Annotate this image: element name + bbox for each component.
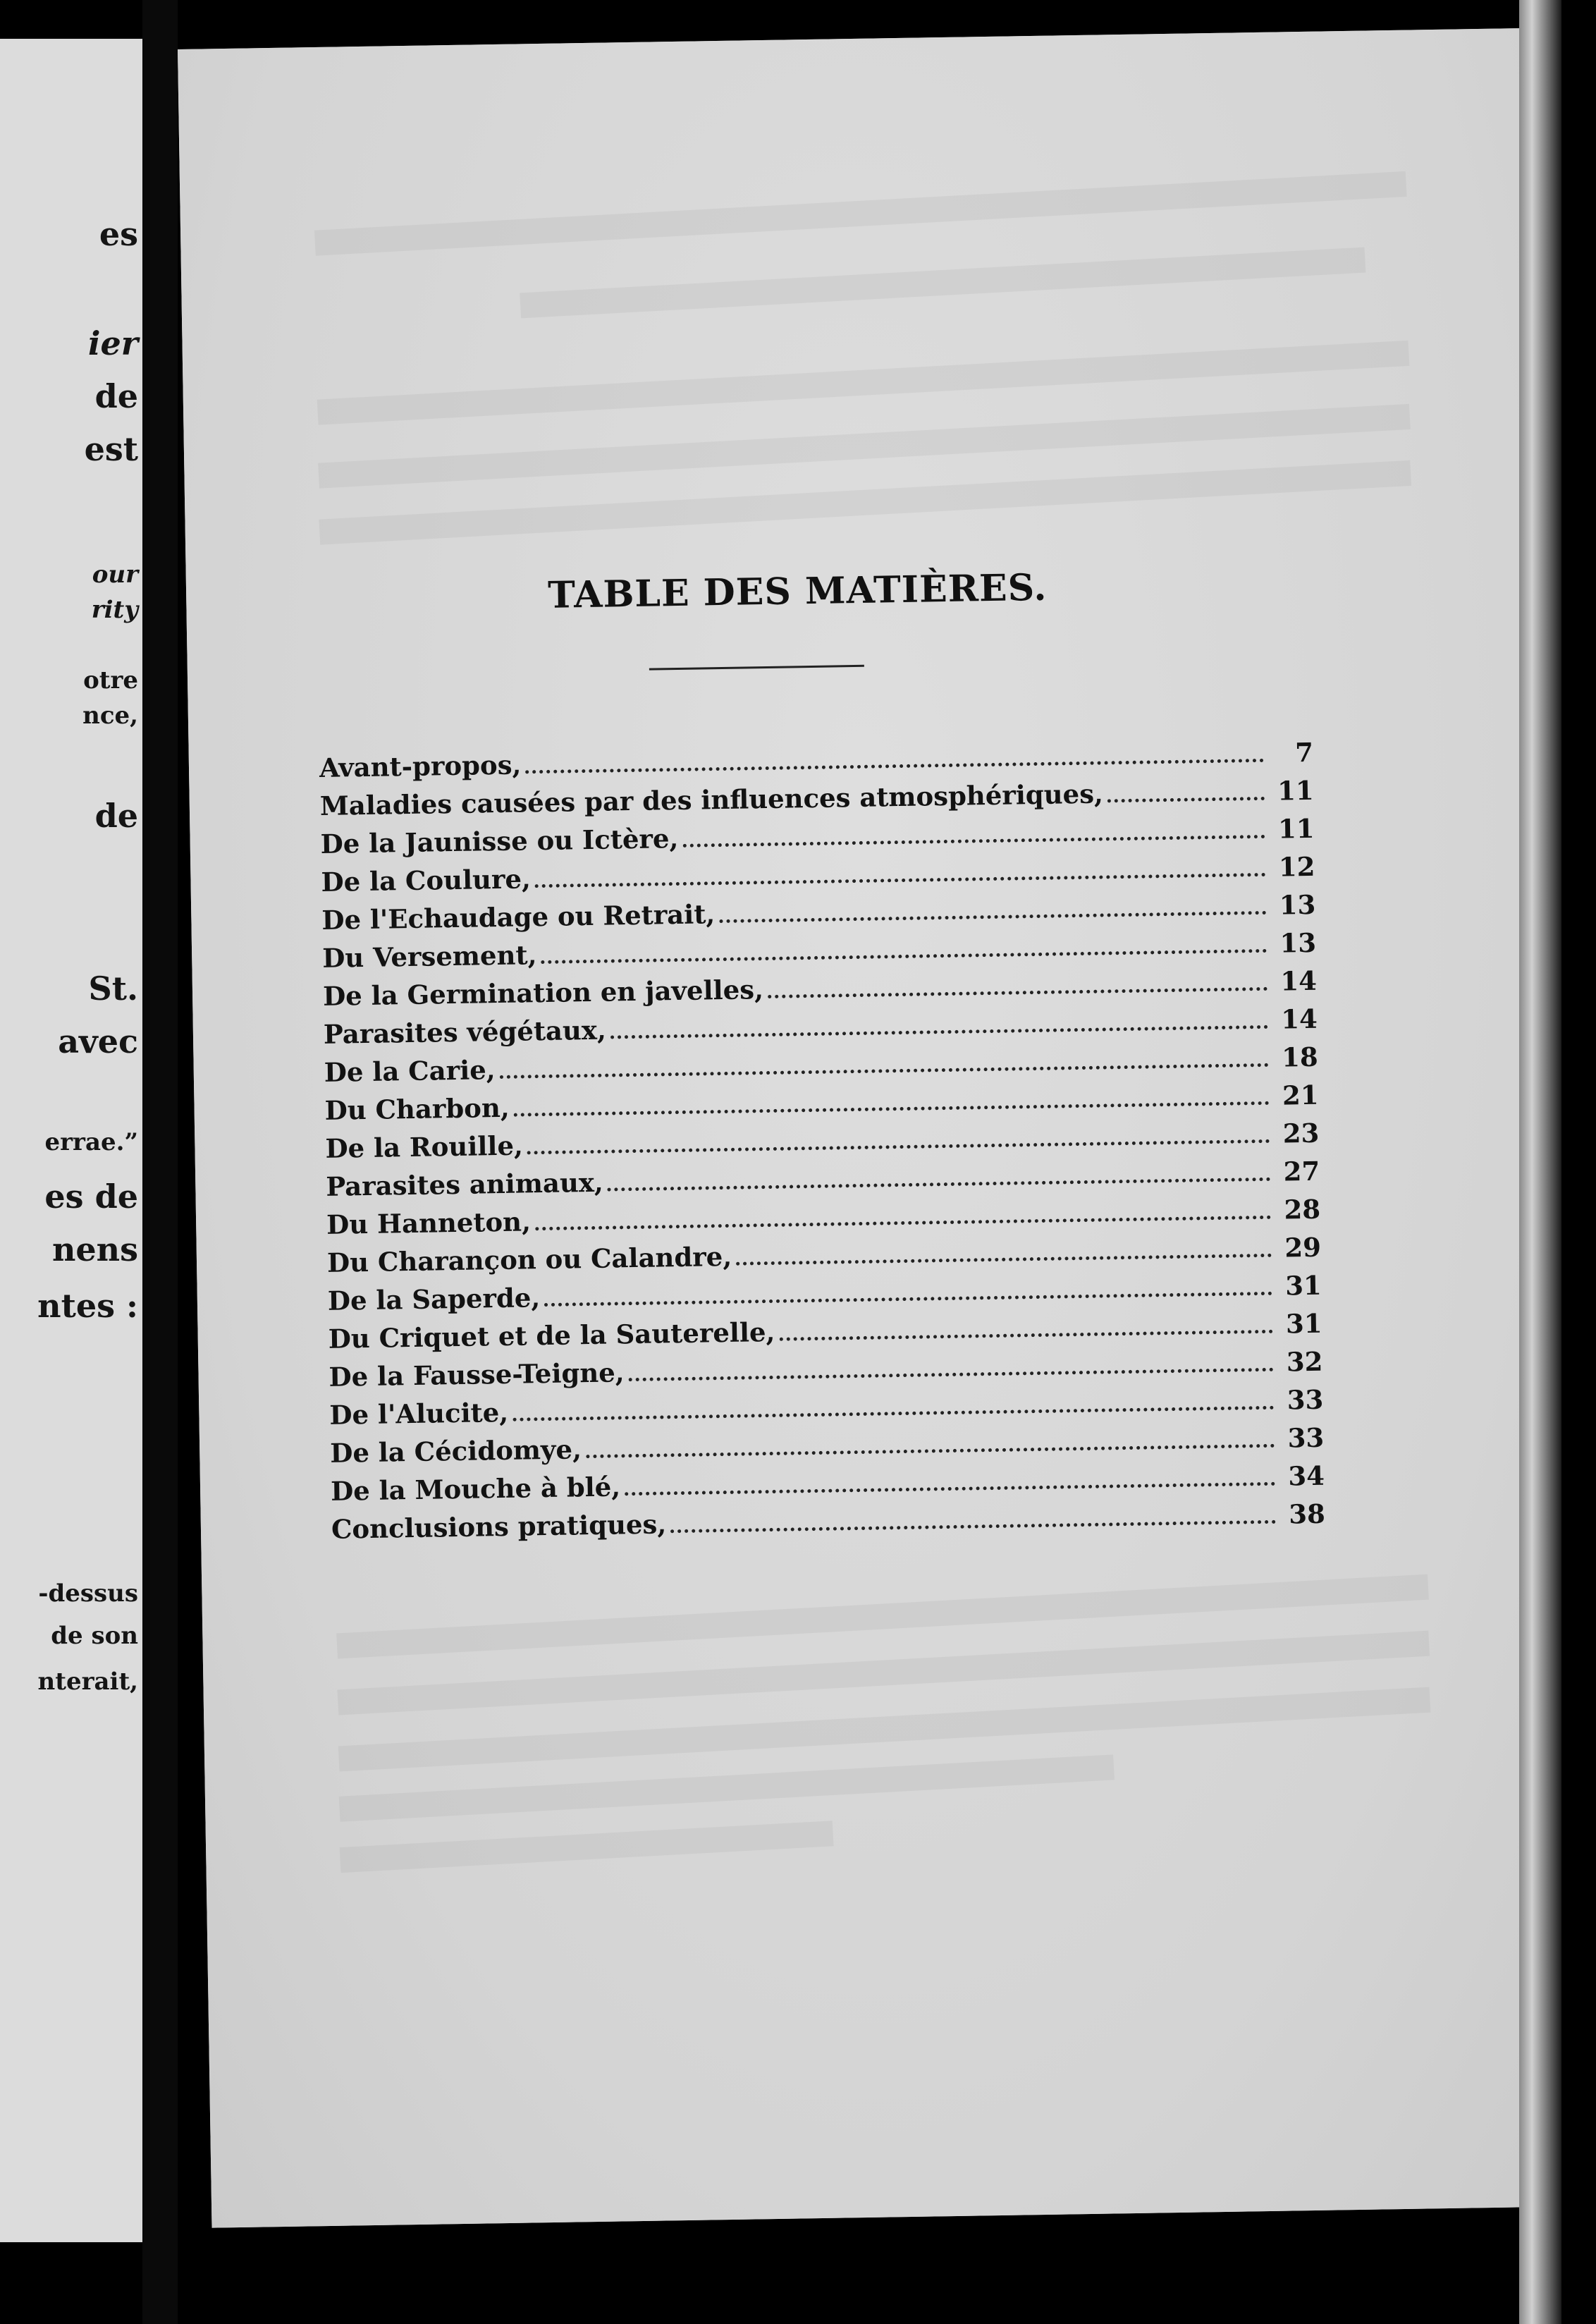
book-gutter xyxy=(142,0,178,2324)
toc-entry-page: 23 xyxy=(1282,1117,1320,1149)
left-page-text: rity xyxy=(91,596,138,624)
dot-leader xyxy=(512,1406,1274,1421)
toc-entry xyxy=(324,1080,1319,1126)
left-page-text: de son xyxy=(51,1622,138,1650)
dot-leader xyxy=(779,1330,1272,1341)
toc-entry-page: 27 xyxy=(1283,1155,1320,1187)
left-page-text: avec xyxy=(58,1022,138,1060)
toc-entry-title: De la Germination en javelles, xyxy=(322,974,764,1012)
toc-entry-page: 31 xyxy=(1284,1269,1322,1302)
dot-leader xyxy=(514,1101,1270,1117)
toc-entry xyxy=(328,1270,1322,1316)
left-page-text: St. xyxy=(88,970,138,1008)
left-page-text: nce, xyxy=(82,702,138,730)
toc-entry-title: Du Criquet et de la Sauterelle, xyxy=(328,1316,775,1354)
toc-entry xyxy=(321,851,1315,898)
left-page-text: errae.” xyxy=(44,1128,138,1156)
toc-entry xyxy=(320,813,1315,860)
toc-entry-title: De la Coulure, xyxy=(321,863,532,898)
toc-entry xyxy=(324,1003,1318,1050)
dot-leader xyxy=(527,1139,1270,1155)
toc-entry xyxy=(329,1346,1323,1393)
dot-leader xyxy=(768,987,1267,998)
toc-entry-title: De la Cécidomye, xyxy=(329,1433,582,1469)
toc-entry-title: De la Fausse-Teigne, xyxy=(329,1357,625,1393)
toc-entry-page: 12 xyxy=(1278,850,1315,883)
toc-entry-title: De la Saperde, xyxy=(327,1282,541,1316)
toc-entry-title: Avant-propos, xyxy=(319,749,522,783)
left-page-text: de xyxy=(94,377,138,415)
toc-entry-page: 31 xyxy=(1285,1307,1322,1340)
dot-leader xyxy=(670,1520,1276,1533)
toc-entry-page: 11 xyxy=(1277,774,1315,807)
toc-entry-page: 28 xyxy=(1284,1193,1321,1225)
toc-entry xyxy=(331,1460,1325,1507)
dot-leader xyxy=(682,835,1265,848)
left-page-fragment xyxy=(0,39,142,2242)
toc-entry xyxy=(328,1308,1322,1354)
toc-entry-title: De la Mouche à blé, xyxy=(330,1471,621,1507)
table-of-contents xyxy=(308,32,1331,1469)
toc-entry-page: 29 xyxy=(1284,1231,1322,1264)
dot-leader xyxy=(525,759,1264,773)
page xyxy=(178,28,1559,2228)
toc-entry-title: De l'Alucite, xyxy=(329,1396,509,1431)
toc-entry xyxy=(324,1041,1318,1088)
left-page-text: ier xyxy=(88,324,138,362)
toc-entry-page: 32 xyxy=(1286,1345,1323,1378)
left-page-text: nens xyxy=(51,1230,138,1268)
left-page-text: otre xyxy=(83,666,138,695)
toc-entry-page: 7 xyxy=(1294,736,1314,769)
toc-entry-title: De l'Echaudage ou Retrait, xyxy=(321,898,716,936)
toc-entry-page: 13 xyxy=(1279,926,1317,959)
toc-entry-page: 33 xyxy=(1287,1383,1324,1416)
toc-entry xyxy=(320,775,1315,821)
toc-entry-page: 14 xyxy=(1280,1003,1318,1035)
dot-leader xyxy=(535,873,1266,888)
dot-leader xyxy=(736,1254,1272,1266)
toc-entry-page: 34 xyxy=(1288,1460,1325,1492)
left-page-text: -dessus xyxy=(38,1579,138,1608)
toc-entry-page: 11 xyxy=(1277,812,1315,845)
left-page-text: est xyxy=(84,430,138,468)
dot-leader xyxy=(625,1482,1275,1496)
dot-leader xyxy=(719,911,1266,923)
toc-entry-page: 14 xyxy=(1280,965,1318,997)
toc-entry-page: 18 xyxy=(1281,1041,1318,1073)
toc-entry xyxy=(321,889,1316,936)
toc-entry xyxy=(326,1194,1321,1240)
toc-entry-page: 33 xyxy=(1287,1421,1325,1454)
dot-leader xyxy=(544,1292,1272,1307)
toc-entry-title: Parasites végétaux, xyxy=(323,1014,607,1050)
dot-leader xyxy=(500,1063,1269,1079)
dot-leader xyxy=(535,1216,1271,1230)
toc-entry xyxy=(322,927,1317,974)
page-title: TABLE DES MATIÈRES. xyxy=(547,565,1048,617)
toc-entry xyxy=(329,1384,1324,1431)
dot-leader xyxy=(1107,797,1265,803)
toc-entry-title: Du Versement, xyxy=(321,939,537,974)
toc-entry-page: 38 xyxy=(1288,1498,1326,1530)
dot-leader xyxy=(610,1025,1268,1039)
toc-entry-title: Maladies causées par des influences atmosphériques, xyxy=(319,778,1104,821)
toc-entry-title: Parasites animaux, xyxy=(326,1166,604,1202)
toc-entry-title: Du Charbon, xyxy=(324,1091,510,1126)
toc-entry xyxy=(326,1156,1320,1202)
left-page-text: es xyxy=(99,215,138,253)
toc-entry-title: Du Charançon ou Calandre, xyxy=(326,1240,732,1278)
left-page-text: ntes : xyxy=(37,1287,138,1325)
toc-entry xyxy=(327,1232,1322,1278)
left-page-text: our xyxy=(92,561,138,589)
dot-leader xyxy=(629,1368,1274,1381)
dot-leader xyxy=(608,1178,1271,1192)
toc-entry-page: 21 xyxy=(1282,1079,1319,1111)
left-page-text: es de xyxy=(44,1178,138,1216)
toc-entry-title: Du Hanneton, xyxy=(326,1206,532,1240)
toc-entry-title: De la Carie, xyxy=(324,1054,496,1088)
toc-entry xyxy=(319,737,1314,783)
toc-entry xyxy=(325,1118,1320,1164)
toc-entry xyxy=(323,965,1318,1012)
toc-continued xyxy=(330,1442,1333,1598)
left-page-text: de xyxy=(94,797,138,835)
toc-entry xyxy=(331,1498,1326,1545)
toc-entry-page: 13 xyxy=(1279,888,1316,921)
toc-entry-title: De la Rouille, xyxy=(325,1130,524,1164)
left-page-text: nterait, xyxy=(37,1668,138,1696)
dot-leader xyxy=(541,949,1267,964)
toc-entry-title: Conclusions pratiques, xyxy=(331,1508,667,1545)
toc-entry-title: De la Jaunisse ou Ictère, xyxy=(320,822,679,860)
page-edge xyxy=(1519,0,1561,2324)
